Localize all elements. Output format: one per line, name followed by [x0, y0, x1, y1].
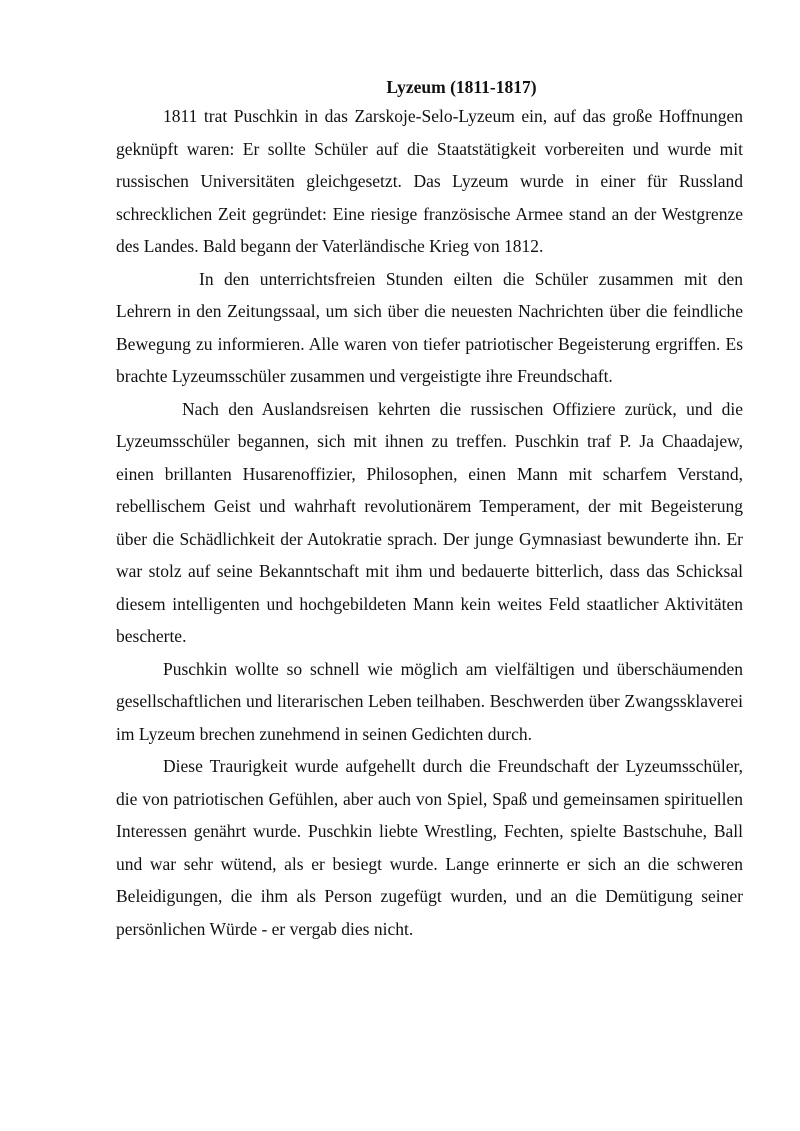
paragraph-3: Nach den Auslandsreisen kehrten die russischen Offiziere zurück, und die Lyzeumsschüler begannen, sich mit ihnen zu treffen. Puschkin traf P. Ja Chaadajew, einen brillanten Husarenoffizier, Philosophen, einen Mann mit scharfem Verstand, rebellischem Geist und wahrhaft revolutionärem Temperament, der mit Begeisterung über die Schädlichkeit der Autokratie sprach. Der junge Gymnasiast bewunderte ihn. Er war stolz auf seine Bekanntschaft mit ihm und bedauerte bitterlich, dass das Schicksal diesem intelligenten und hochgebildeten Mann kein weites Feld staatlicher Aktivitäten bescherte. [116, 398, 743, 646]
document-page [116, 74, 743, 945]
paragraph-1: 1811 trat Puschkin in das Zarskoje-Selo-Lyzeum ein, auf das große Hoffnungen geknüpft waren: Er sollte Schüler auf die Staatstätigkeit vorbereiten und wurde mit russischen Universitäten gleichgesetzt. Das Lyzeum wurde in einer für Russland schrecklichen Zeit gegründet: Eine riesige französische Armee stand an der Westgrenze des Landes. Bald begann der Vaterländische Krieg von 1812. [116, 106, 743, 256]
paragraph-2: In den unterrichtsfreien Stunden eilten die Schüler zusammen mit den Lehrern in den Zeitungssaal, um sich über die neuesten Nachrichten über die feindliche Bewegung zu informieren. Alle waren von tiefer patriotischer Begeisterung ergriffen. Es brachte Lyzeumsschüler zusammen und vergeistigte ihre Freundschaft. [116, 268, 743, 386]
section-title: Lyzeum (1811-1817) [386, 77, 537, 97]
paragraph-4: Puschkin wollte so schnell wie möglich am vielfältigen und überschäumenden gesellschaftlichen und literarischen Leben teilhaben. Beschwerden über Zwangssklaverei im Lyzeum brechen zunehmend in seinen Gedichten durch. [116, 658, 743, 744]
paragraph-5: Diese Traurigkeit wurde aufgehellt durch die Freundschaft der Lyzeumsschüler, die von patriotischen Gefühlen, aber auch von Spiel, Spaß und gemeinsamen spirituellen Interessen genährt wurde. Puschkin liebte Wrestling, Fechten, spielte Bastschuhe, Ball und war sehr wütend, als er besiegt wurde. Lange erinnerte er sich an die schweren Beleidigungen, die ihm als Person zugefügt wurden, und an die Demütigung seiner persönlichen Würde - er vergab dies nicht. [116, 756, 743, 939]
